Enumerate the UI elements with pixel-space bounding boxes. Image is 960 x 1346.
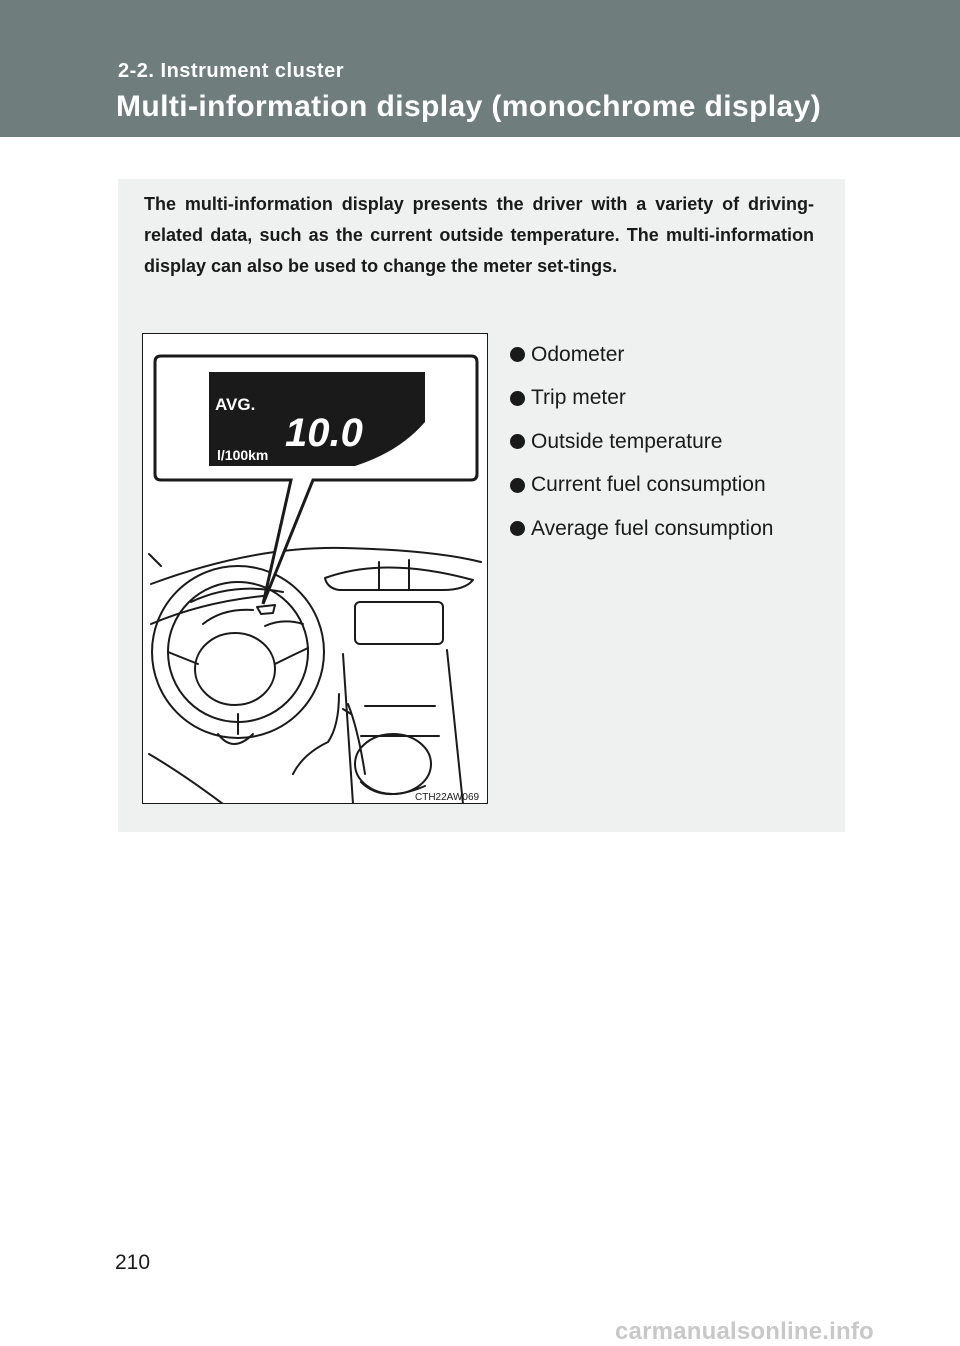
feature-list [510, 333, 773, 551]
dashboard-drawing [143, 334, 488, 804]
page-header [0, 0, 960, 137]
figure-code: CTH22AW069 [415, 792, 480, 803]
feature-label: Average fuel consumption [531, 516, 774, 540]
page-number: 210 [115, 1251, 151, 1274]
dashboard-illustration [142, 333, 488, 804]
bullet-icon [510, 478, 525, 493]
list-item [510, 333, 773, 377]
feature-label: Trip meter [531, 386, 626, 410]
bullet-icon [510, 391, 525, 406]
bullet-icon [510, 347, 525, 362]
feature-label: Outside temperature [531, 429, 723, 453]
bullet-icon [510, 521, 525, 536]
feature-label: Current fuel consumption [531, 473, 766, 497]
bullet-icon [510, 434, 525, 449]
display-mode-label: AVG. [215, 395, 256, 414]
list-item [510, 464, 773, 508]
intro-paragraph: The multi-information display presents the driver with a variety of driving-related data, such as the current outside temperature. The multi-information display can also be used to change the meter set-tings. [144, 194, 814, 276]
display-value: 10.0 [285, 411, 363, 455]
watermark[interactable]: carmanualsonline.info [615, 1318, 874, 1345]
display-unit: l/100km [217, 447, 269, 463]
list-item [510, 377, 773, 421]
section-label: 2-2. Instrument cluster [118, 60, 345, 82]
list-item [510, 507, 773, 551]
list-item [510, 420, 773, 464]
page-title: Multi-information display (monochrome display) [116, 90, 822, 123]
feature-label: Odometer [531, 342, 625, 366]
